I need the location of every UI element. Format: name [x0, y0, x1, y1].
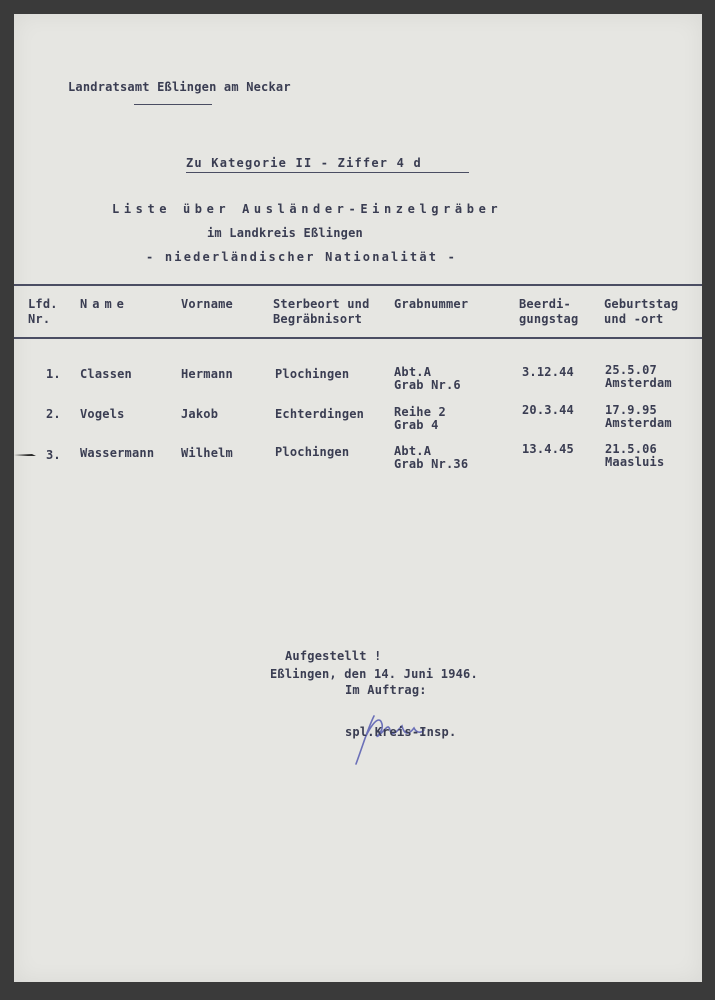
cell-grab: Abt.A Grab Nr.36: [394, 444, 469, 471]
cell-name: Classen: [80, 367, 132, 381]
cell-name: Wassermann: [80, 446, 155, 460]
cell-ort: Plochingen: [275, 367, 350, 381]
document-page: [14, 14, 702, 982]
cell-nr: 1.: [46, 367, 61, 381]
cell-geburt: 17.9.95 Amsterdam: [605, 403, 672, 430]
punch-mark-icon: [14, 452, 38, 458]
cell-nr: 2.: [46, 407, 61, 421]
signature-icon: [344, 706, 444, 776]
cell-beerdigung: 3.12.44: [522, 365, 574, 379]
header-vorname: Vorname: [181, 297, 233, 311]
cell-beerdigung: 13.4.45: [522, 442, 574, 456]
cell-beerdigung: 20.3.44: [522, 403, 574, 417]
cell-vorname: Wilhelm: [181, 446, 233, 460]
cell-ort: Plochingen: [275, 445, 350, 459]
table-top-rule: [14, 284, 702, 286]
header-nr: Lfd. Nr.: [28, 297, 58, 326]
category-underline: [186, 172, 469, 173]
cell-geburt: 25.5.07 Amsterdam: [605, 363, 672, 390]
cell-grab: Abt.A Grab Nr.6: [394, 365, 461, 392]
header-geburt: Geburtstag und -ort: [604, 297, 679, 326]
cell-nr: 3.: [46, 448, 61, 462]
header-beerdigung: Beerdi- gungstag: [519, 297, 579, 326]
footer-title: spl.Kreis-Insp.: [345, 725, 457, 739]
header-underline: [134, 104, 212, 105]
title-line-2: im Landkreis Eßlingen: [207, 226, 363, 240]
cell-name: Vogels: [80, 407, 125, 421]
cell-vorname: Hermann: [181, 367, 233, 381]
cell-vorname: Jakob: [181, 407, 219, 421]
title-line-3: - niederländischer Nationalität -: [146, 250, 458, 264]
footer-place-date: Eßlingen, den 14. Juni 1946.: [270, 667, 478, 681]
cell-grab: Reihe 2 Grab 4: [394, 405, 446, 432]
header-ort: Sterbeort und Begräbnisort: [273, 297, 370, 326]
header-name: Name: [80, 297, 129, 311]
table-header-rule: [14, 337, 702, 339]
cell-geburt: 21.5.06 Maasluis: [605, 442, 665, 469]
title-line-1: Liste über Ausländer-Einzelgräber: [112, 202, 503, 216]
category-line: Zu Kategorie II - Ziffer 4 d: [186, 156, 422, 170]
footer-compiled: Aufgestellt !: [285, 649, 382, 663]
header-grab: Grabnummer: [394, 297, 469, 311]
office-header: Landratsamt Eßlingen am Neckar: [68, 80, 291, 94]
cell-ort: Echterdingen: [275, 407, 365, 421]
footer-on-behalf: Im Auftrag:: [345, 683, 427, 697]
